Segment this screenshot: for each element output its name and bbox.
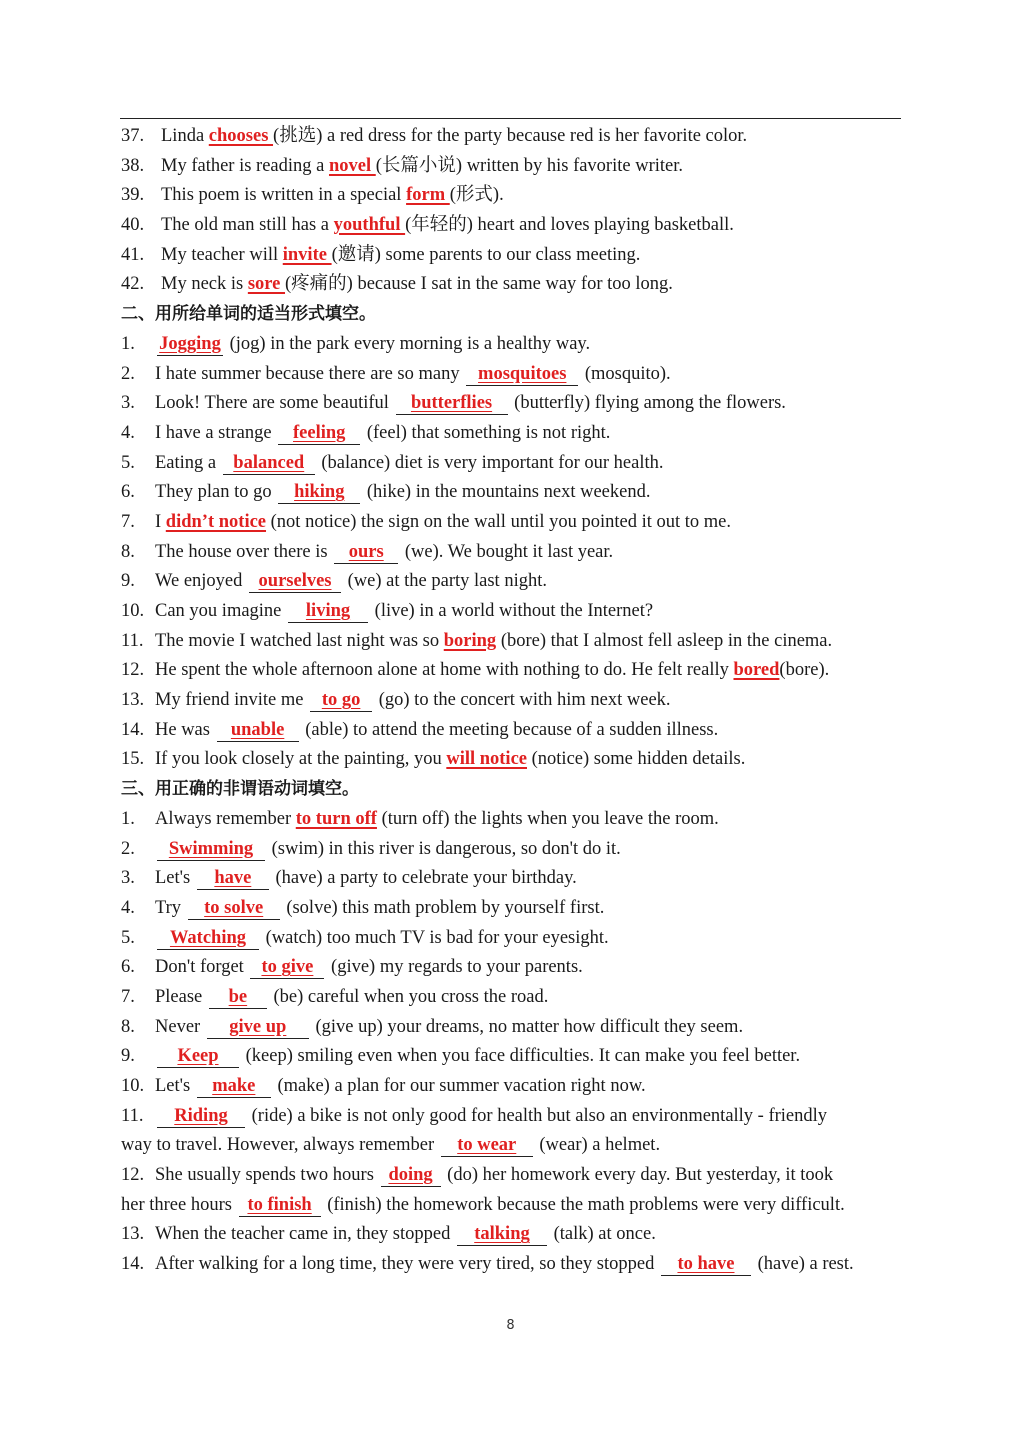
question-line bbox=[121, 1042, 911, 1072]
answer: ours bbox=[348, 541, 384, 562]
question-text: (mosquito). bbox=[580, 363, 671, 384]
answer: to turn off bbox=[295, 808, 377, 829]
question-number: 9. bbox=[121, 1046, 135, 1067]
answer-blank bbox=[310, 689, 372, 712]
question-text: (able) to attend the meeting because of a sudden illness. bbox=[300, 719, 719, 740]
question-text: (solve) this math problem by yourself first. bbox=[281, 897, 605, 918]
question-text: (形式). bbox=[449, 185, 504, 206]
answer-blank bbox=[466, 363, 578, 386]
question-line bbox=[121, 983, 911, 1013]
answer: to give bbox=[261, 957, 314, 978]
question-number: 1. bbox=[121, 808, 135, 829]
question-text: After walking for a long time, they were very tired, so they stopped bbox=[155, 1254, 659, 1275]
answer: unable bbox=[230, 719, 285, 740]
answer: mosquitoes bbox=[478, 363, 567, 384]
question-line bbox=[121, 330, 911, 360]
question-number: 10. bbox=[121, 1076, 145, 1096]
question-text: My neck is bbox=[161, 274, 248, 295]
question-text: (balance) diet is very important for our health. bbox=[316, 452, 664, 473]
answer-blank bbox=[250, 956, 324, 979]
question-line bbox=[121, 508, 911, 538]
answer: form bbox=[406, 185, 450, 206]
question-text: Please bbox=[155, 986, 207, 1007]
answer: boring bbox=[443, 630, 497, 651]
answer: invite bbox=[282, 244, 332, 265]
answer: to solve bbox=[204, 897, 264, 918]
answer: sore bbox=[247, 274, 286, 295]
answer-blank bbox=[278, 481, 360, 504]
answer-blank bbox=[157, 1045, 239, 1068]
question-number: 14. bbox=[121, 1254, 145, 1275]
question-line bbox=[121, 360, 911, 390]
question-text: (go) to the concert with him next week. bbox=[374, 690, 671, 711]
question-text: He was bbox=[155, 719, 215, 740]
answer-blank bbox=[223, 452, 315, 475]
answer: novel bbox=[328, 155, 376, 176]
answer-blank bbox=[334, 541, 398, 564]
answer: feeling bbox=[293, 422, 346, 443]
question-text: (挑选) a red dress for the party because red is her favorite color. bbox=[273, 126, 748, 146]
question-text: (wear) a helmet. bbox=[534, 1135, 661, 1156]
question-number: 3. bbox=[121, 868, 135, 889]
answer: hiking bbox=[294, 482, 345, 503]
section-2-heading: 二、用所给单词的适当形式填空。 bbox=[121, 304, 376, 325]
question-text: Look! There are some beautiful bbox=[155, 393, 394, 414]
question-text: (年轻的) heart and loves playing basketball. bbox=[405, 215, 734, 236]
answer-blank bbox=[157, 838, 265, 861]
answer-blank bbox=[396, 392, 508, 415]
question-text: (swim) in this river is dangerous, so don't do it. bbox=[267, 838, 621, 859]
answer: balanced bbox=[233, 452, 305, 473]
question-text: (hike) in the mountains next weekend. bbox=[362, 482, 651, 503]
question-text: (长篇小说) written by his favorite writer. bbox=[375, 155, 683, 176]
question-number: 1. bbox=[121, 333, 135, 354]
section-3-heading: 三、用正确的非谓语动词填空。 bbox=[121, 779, 359, 800]
section-non-finite-verbs bbox=[121, 805, 911, 1280]
question-text: (butterfly) flying among the flowers. bbox=[509, 393, 786, 414]
question-number: 6. bbox=[121, 482, 135, 503]
answer: make bbox=[212, 1076, 256, 1096]
question-text: (make) a plan for our summer vacation right now. bbox=[272, 1076, 646, 1096]
answer: talking bbox=[474, 1224, 530, 1245]
question-line bbox=[121, 1013, 911, 1043]
question-text: (finish) the homework because the math problems were very difficult. bbox=[322, 1194, 845, 1215]
question-line bbox=[121, 1161, 911, 1191]
question-line bbox=[121, 864, 911, 894]
question-number: 13. bbox=[121, 690, 145, 711]
question-line bbox=[121, 1072, 911, 1102]
question-line bbox=[121, 716, 911, 746]
question-number: 11. bbox=[121, 1105, 144, 1126]
worksheet bbox=[121, 122, 911, 1280]
question-number: 2. bbox=[121, 838, 135, 859]
answer: to have bbox=[677, 1254, 735, 1275]
answer: give up bbox=[229, 1016, 287, 1037]
question-text: (ride) a bike is not only good for health but also an environmentally - friendly bbox=[247, 1105, 828, 1126]
question-number: 40. bbox=[121, 215, 145, 236]
question-text: Don't forget bbox=[155, 957, 249, 978]
answer-blank bbox=[157, 1105, 245, 1128]
question-number: 2. bbox=[121, 363, 135, 384]
question-line bbox=[121, 1220, 911, 1250]
answer-blank bbox=[197, 1075, 271, 1098]
question-text: (keep) smiling even when you face difficulties. It can make you feel better. bbox=[241, 1046, 801, 1067]
question-text: I hate summer because there are so many bbox=[155, 363, 465, 384]
answer-blank bbox=[278, 422, 360, 445]
question-text: (give) my regards to your parents. bbox=[326, 957, 583, 978]
answer: chooses bbox=[208, 126, 274, 146]
answer-blank bbox=[288, 600, 368, 623]
page-number: 8 bbox=[506, 1318, 515, 1333]
answer-blank bbox=[381, 1164, 441, 1187]
question-number: 37. bbox=[121, 126, 145, 146]
question-line bbox=[121, 686, 911, 716]
question-text: Let's bbox=[155, 868, 195, 889]
answer-blank bbox=[207, 1016, 309, 1039]
question-text: her three hours bbox=[121, 1194, 237, 1215]
answer-blank bbox=[441, 1134, 533, 1157]
question-text: The house over there is bbox=[155, 541, 333, 562]
question-line bbox=[121, 122, 911, 152]
question-text: (bore) that I almost fell asleep in the cinema. bbox=[496, 630, 833, 651]
question-text: Let's bbox=[155, 1076, 195, 1096]
question-line bbox=[121, 805, 911, 835]
question-line bbox=[121, 478, 911, 508]
question-line bbox=[121, 449, 911, 479]
question-text: Always remember bbox=[155, 808, 296, 829]
question-text: Eating a bbox=[155, 452, 221, 473]
question-line bbox=[121, 270, 911, 300]
question-number: 6. bbox=[121, 957, 135, 978]
answer-blank bbox=[209, 986, 267, 1009]
answer-blank bbox=[188, 897, 280, 920]
answer-blank bbox=[217, 719, 299, 742]
question-text: (do) her homework every day. But yesterday, it took bbox=[442, 1165, 834, 1186]
header-rule bbox=[120, 118, 901, 119]
answer-blank bbox=[239, 1194, 321, 1217]
question-text: (we). We bought it last year. bbox=[400, 541, 614, 562]
question-line bbox=[121, 1102, 911, 1132]
question-line bbox=[121, 538, 911, 568]
question-text: (邀请) some parents to our class meeting. bbox=[331, 244, 641, 265]
question-line bbox=[121, 1250, 911, 1280]
question-line bbox=[121, 835, 911, 865]
question-number: 5. bbox=[121, 927, 135, 948]
question-number: 8. bbox=[121, 1016, 135, 1037]
answer: living bbox=[305, 601, 351, 621]
question-continuation bbox=[121, 1131, 911, 1161]
question-number: 39. bbox=[121, 185, 145, 206]
answer: bored bbox=[733, 660, 780, 681]
question-text: (talk) at once. bbox=[548, 1224, 656, 1245]
question-text: Linda bbox=[161, 126, 209, 146]
question-number: 41. bbox=[121, 244, 145, 265]
question-text: (疼痛的) because I sat in the same way for too long. bbox=[285, 274, 673, 295]
question-line bbox=[121, 656, 911, 686]
answer: Watching bbox=[169, 927, 247, 948]
question-text: (bore). bbox=[779, 660, 830, 681]
question-line bbox=[121, 597, 911, 627]
question-text: They plan to go bbox=[155, 482, 277, 503]
question-number: 14. bbox=[121, 719, 145, 740]
question-number: 38. bbox=[121, 155, 145, 176]
question-text: (have) a rest. bbox=[752, 1254, 854, 1275]
answer: butterflies bbox=[410, 393, 493, 414]
question-text: I have a strange bbox=[155, 422, 277, 443]
question-text: I bbox=[155, 511, 166, 532]
answer: Keep bbox=[177, 1046, 219, 1067]
answer: ourselves bbox=[258, 571, 332, 592]
answer-blank bbox=[157, 333, 223, 356]
answer-blank bbox=[157, 927, 259, 950]
answer-blank bbox=[661, 1253, 751, 1276]
question-text: (notice) some hidden details. bbox=[527, 749, 746, 770]
question-line bbox=[121, 894, 911, 924]
question-text: Can you imagine bbox=[155, 601, 287, 621]
question-line bbox=[121, 419, 911, 449]
question-text: (watch) too much TV is bad for your eyesight. bbox=[261, 927, 609, 948]
question-line bbox=[121, 211, 911, 241]
question-line bbox=[121, 389, 911, 419]
question-text: My father is reading a bbox=[161, 155, 329, 176]
question-number: 8. bbox=[121, 541, 135, 562]
question-number: 15. bbox=[121, 749, 145, 770]
question-text: My friend invite me bbox=[155, 690, 309, 711]
answer: Jogging bbox=[159, 333, 221, 354]
question-number: 4. bbox=[121, 897, 135, 918]
question-text: (live) in a world without the Internet? bbox=[370, 601, 654, 621]
question-text: (turn off) the lights when you leave the room. bbox=[376, 808, 719, 829]
answer: have bbox=[214, 868, 252, 889]
question-line bbox=[121, 181, 911, 211]
section-word-forms bbox=[121, 330, 911, 775]
answer: to wear bbox=[457, 1135, 517, 1156]
question-number: 13. bbox=[121, 1224, 145, 1245]
question-text: When the teacher came in, they stopped bbox=[155, 1224, 455, 1245]
question-text: (be) careful when you cross the road. bbox=[268, 986, 549, 1007]
answer-blank bbox=[457, 1223, 547, 1246]
answer: to finish bbox=[247, 1194, 312, 1215]
question-number: 42. bbox=[121, 274, 145, 295]
answer-blank bbox=[197, 867, 269, 890]
section-vocabulary bbox=[121, 122, 911, 300]
answer: didn’t notice bbox=[165, 511, 267, 532]
question-number: 12. bbox=[121, 660, 145, 681]
question-number: 4. bbox=[121, 422, 135, 443]
question-line bbox=[121, 567, 911, 597]
answer: will notice bbox=[446, 749, 527, 770]
answer: youthful bbox=[333, 215, 406, 236]
question-text: We enjoyed bbox=[155, 571, 248, 592]
question-text: (not notice) the sign on the wall until you pointed it out to me. bbox=[266, 511, 732, 532]
question-text: He spent the whole afternoon alone at home with nothing to do. He felt really bbox=[155, 660, 734, 681]
question-continuation bbox=[121, 1191, 911, 1221]
question-text: She usually spends two hours bbox=[155, 1165, 379, 1186]
question-number: 9. bbox=[121, 571, 135, 592]
answer: doing bbox=[388, 1165, 433, 1186]
question-number: 12. bbox=[121, 1165, 145, 1186]
question-line bbox=[121, 745, 911, 775]
question-line bbox=[121, 953, 911, 983]
question-text: (we) at the party last night. bbox=[343, 571, 547, 592]
question-text: (have) a party to celebrate your birthday. bbox=[270, 868, 577, 889]
question-text: (give up) your dreams, no matter how difficult they seem. bbox=[310, 1016, 744, 1037]
question-number: 3. bbox=[121, 393, 135, 414]
question-text: (jog) in the park every morning is a healthy way. bbox=[225, 333, 591, 354]
question-number: 5. bbox=[121, 452, 135, 473]
question-text: Try bbox=[155, 897, 186, 918]
answer: to go bbox=[321, 690, 361, 711]
answer: Swimming bbox=[168, 838, 254, 859]
question-number: 10. bbox=[121, 601, 145, 621]
question-line bbox=[121, 924, 911, 954]
question-text: (feel) that something is not right. bbox=[362, 422, 611, 443]
question-text: way to travel. However, always remember bbox=[121, 1135, 439, 1156]
question-line bbox=[121, 627, 911, 657]
question-text: If you look closely at the painting, you bbox=[155, 749, 447, 770]
question-number: 11. bbox=[121, 630, 144, 651]
question-text: The movie I watched last night was so bbox=[155, 630, 444, 651]
question-text: Never bbox=[155, 1016, 205, 1037]
answer: be bbox=[228, 986, 248, 1007]
question-text: The old man still has a bbox=[161, 215, 334, 236]
question-number: 7. bbox=[121, 511, 135, 532]
question-line bbox=[121, 241, 911, 271]
question-text: My teacher will bbox=[161, 244, 283, 265]
question-number: 7. bbox=[121, 986, 135, 1007]
question-text: This poem is written in a special bbox=[161, 185, 407, 206]
question-line bbox=[121, 152, 911, 182]
answer: Riding bbox=[174, 1105, 228, 1126]
answer-blank bbox=[249, 570, 341, 593]
